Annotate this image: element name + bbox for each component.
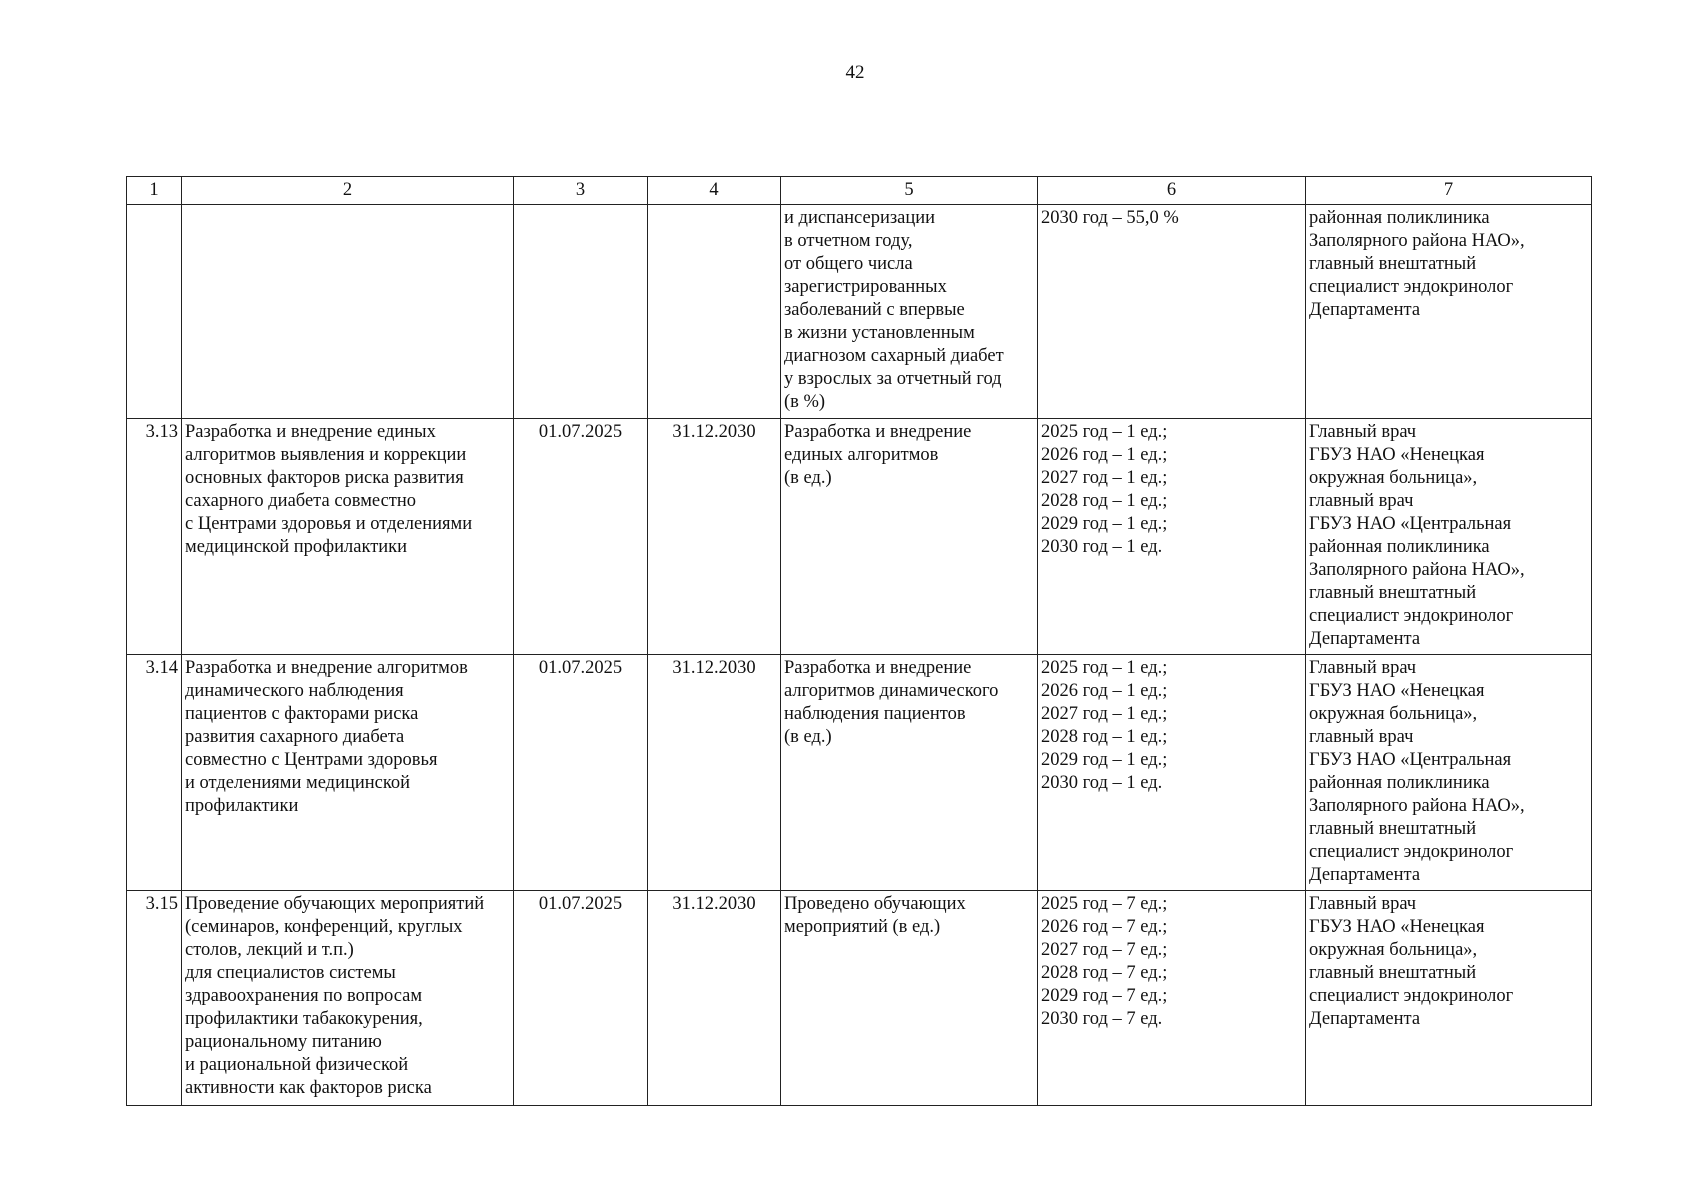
table-row (127, 205, 1592, 419)
end-date-cell: 31.12.2030 (648, 655, 781, 891)
start-date-cell: 01.07.2025 (514, 655, 648, 891)
table-row (127, 891, 1592, 1106)
end-date-cell (648, 205, 781, 419)
column-header-5: 5 (781, 177, 1038, 205)
row-number-cell: 3.13 (127, 419, 182, 655)
target-values-cell: 2025 год – 1 ед.; 2026 год – 1 ед.; 2027 год – 1 ед.; 2028 год – 1 ед.; 2029 год – 1 ед.; 2030 год – 1 ед. (1038, 419, 1306, 655)
responsible-cell: Главный врач ГБУЗ НАО «Ненецкая окружная больница», главный врач ГБУЗ НАО «Центральная районная поликлиника Заполярного района НАО», главный внештатный специалист эндокринолог Департамента (1306, 419, 1592, 655)
activity-plan-table (126, 176, 1592, 1106)
responsible-cell: районная поликлиника Заполярного района НАО», главный внештатный специалист эндокринолог Департамента (1306, 205, 1592, 419)
start-date-cell: 01.07.2025 (514, 419, 648, 655)
activity-cell (182, 205, 514, 419)
column-header-3: 3 (514, 177, 648, 205)
indicator-cell: Разработка и внедрение единых алгоритмов (в ед.) (781, 419, 1038, 655)
page-number: 42 (845, 62, 865, 83)
indicator-cell: Проведено обучающих мероприятий (в ед.) (781, 891, 1038, 1106)
table-header-row (127, 177, 1592, 205)
target-values-cell: 2025 год – 1 ед.; 2026 год – 1 ед.; 2027 год – 1 ед.; 2028 год – 1 ед.; 2029 год – 1 ед.; 2030 год – 1 ед. (1038, 655, 1306, 891)
target-values-cell: 2030 год – 55,0 % (1038, 205, 1306, 419)
column-header-7: 7 (1306, 177, 1592, 205)
table-row (127, 419, 1592, 655)
column-header-6: 6 (1038, 177, 1306, 205)
row-number-cell: 3.14 (127, 655, 182, 891)
column-header-2: 2 (182, 177, 514, 205)
column-header-4: 4 (648, 177, 781, 205)
indicator-cell: Разработка и внедрение алгоритмов динамического наблюдения пациентов (в ед.) (781, 655, 1038, 891)
row-number-cell (127, 205, 182, 419)
end-date-cell: 31.12.2030 (648, 419, 781, 655)
row-number-cell: 3.15 (127, 891, 182, 1106)
activity-cell: Разработка и внедрение алгоритмов динамического наблюдения пациентов с факторами риска развития сахарного диабета совместно с Центрами здоровья и отделениями медицинской профилактики (182, 655, 514, 891)
start-date-cell: 01.07.2025 (514, 891, 648, 1106)
responsible-cell: Главный врач ГБУЗ НАО «Ненецкая окружная больница», главный врач ГБУЗ НАО «Центральная районная поликлиника Заполярного района НАО», главный внештатный специалист эндокринолог Департамента (1306, 655, 1592, 891)
target-values-cell: 2025 год – 7 ед.; 2026 год – 7 ед.; 2027 год – 7 ед.; 2028 год – 7 ед.; 2029 год – 7 ед.; 2030 год – 7 ед. (1038, 891, 1306, 1106)
activity-cell: Проведение обучающих мероприятий (семинаров, конференций, круглых столов, лекций и т.п.) для специалистов системы здравоохранения по вопросам профилактики табакокурения, рациональному питанию и рациональной физической активности как факторов риска (182, 891, 514, 1106)
table-row (127, 655, 1592, 891)
activity-cell: Разработка и внедрение единых алгоритмов выявления и коррекции основных факторов риска развития сахарного диабета совместно с Центрами здоровья и отделениями медицинской профилактики (182, 419, 514, 655)
responsible-cell: Главный врач ГБУЗ НАО «Ненецкая окружная больница», главный внештатный специалист эндокринолог Департамента (1306, 891, 1592, 1106)
end-date-cell: 31.12.2030 (648, 891, 781, 1106)
start-date-cell (514, 205, 648, 419)
indicator-cell: и диспансеризации в отчетном году, от общего числа зарегистрированных заболеваний с впервые в жизни установленным диагнозом сахарный диабет у взрослых за отчетный год (в %) (781, 205, 1038, 419)
column-header-1: 1 (127, 177, 182, 205)
